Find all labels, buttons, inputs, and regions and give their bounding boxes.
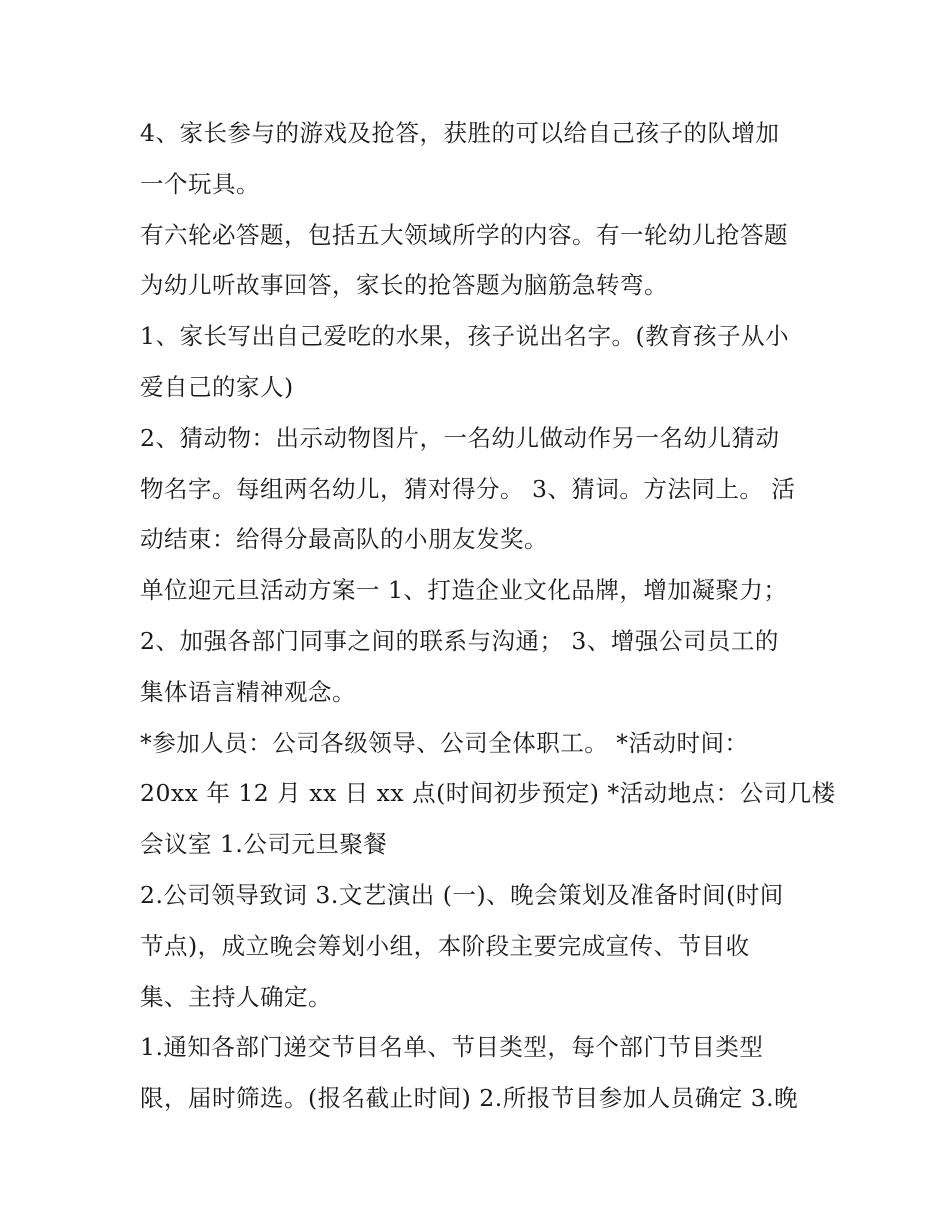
text-line: 4、家长参与的游戏及抢答，获胜的可以给自己孩子的队增加 [140,119,780,147]
text-line: 爱自己的家人) [140,372,294,401]
text-line: 1.通知各部门递交节目名单、节目类型，每个部门节目类型 [140,1033,764,1062]
text-line: 为幼儿听故事回答，家长的抢答题为脑筋急转弯。 [140,271,668,300]
text-line: 2、加强各部门同事之间的联系与沟通； 3、增强公司员工的 [140,626,779,655]
text-line: 一个玩具。 [140,169,260,198]
text-line: 1、家长写出自己爱吃的水果，孩子说出名字。(教育孩子从小 [140,322,790,351]
text-line: 2.公司领导致词 3.文艺演出 (一)、晚会策划及准备时间(时间 [140,880,784,909]
text-line: 集体语言精神观念。 [140,677,356,706]
text-line: 有六轮必答题，包括五大领域所学的内容。有一轮幼儿抢答题 [140,220,788,249]
text-line: 节点)，成立晚会筹划小组，本阶段主要完成宣传、节目收 [140,931,750,960]
text-line: 物名字。每组两名幼儿，猜对得分。 3、猜词。方法同上。 活 [140,474,796,503]
document-body [140,108,836,1124]
text-line: *参加人员：公司各级领导、公司全体职工。 *活动时间： [140,728,749,757]
text-line: 单位迎元旦活动方案一 1、打造企业文化品牌，增加凝聚力； [140,576,788,605]
text-line: 会议室 1.公司元旦聚餐 [140,830,388,859]
text-line: 动结束：给得分最高队的小朋友发奖。 [140,525,548,554]
text-line: 限，届时筛选。(报名截止时间) 2.所报节目参加人员确定 3.晚 [140,1084,799,1113]
text-line: 20xx 年 12 月 xx 日 xx 点(时间初步预定) *活动地点：公司几楼 [140,779,836,808]
text-line: 2、猜动物：出示动物图片，一名幼儿做动作另一名幼儿猜动 [140,423,780,452]
text-line: 集、主持人确定。 [140,982,332,1011]
